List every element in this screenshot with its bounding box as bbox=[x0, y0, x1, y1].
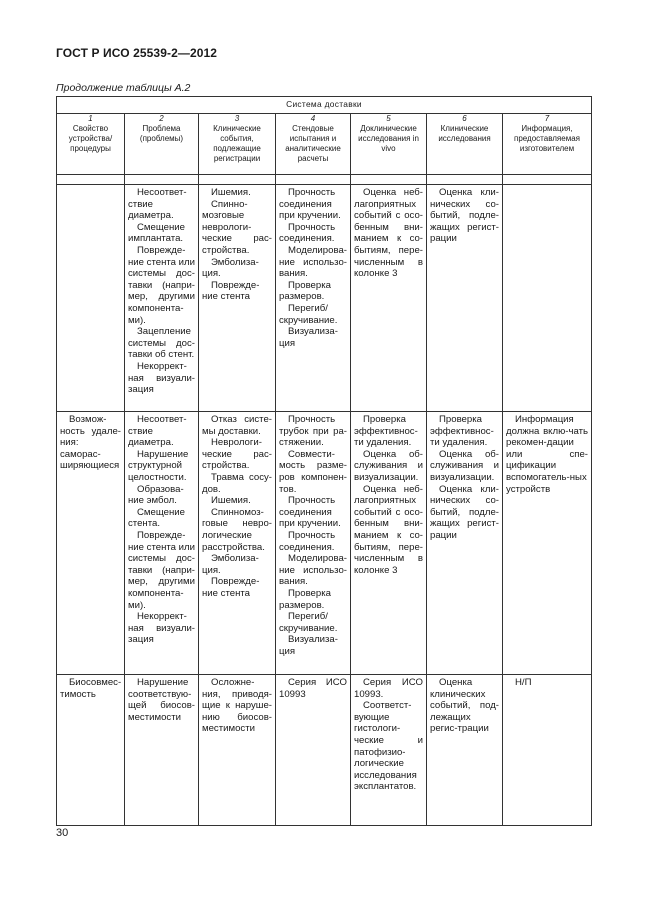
table-row bbox=[57, 675, 592, 826]
cell-paragraph: Совмести-мость разме-ров компонен-тов. bbox=[279, 448, 347, 495]
table-cell bbox=[503, 412, 592, 675]
cell-paragraph: Серия ИСО 10993 bbox=[279, 677, 347, 700]
page-number: 30 bbox=[56, 827, 69, 839]
column-header: 2 Проблема (проблемы) bbox=[125, 114, 199, 175]
cell-paragraph: Визуализа-ция bbox=[279, 634, 338, 657]
cell-paragraph: Ишемия. bbox=[211, 187, 251, 198]
column-header: 7 Информация, предоставляемая изготовителем bbox=[503, 114, 592, 175]
table-cell bbox=[57, 675, 125, 826]
system-title: Система доставки bbox=[57, 97, 592, 114]
cell-paragraph: Моделирова-ние использо-вания. bbox=[279, 553, 347, 588]
cell-paragraph: Н/П bbox=[515, 677, 532, 688]
cell-paragraph: Эмболиза-ция. bbox=[202, 553, 259, 576]
cell-paragraph: Прочность трубок при ра-стяжении. bbox=[279, 414, 347, 449]
table-continuation-caption: Продолжение таблицы А.2 bbox=[56, 82, 191, 94]
cell-paragraph: Спинномоз-говые невро-логические расстройства. bbox=[202, 506, 272, 553]
cell-paragraph: Поврежде-ние стента bbox=[202, 576, 260, 599]
table-cell bbox=[427, 675, 503, 826]
cell-paragraph: Образова-ние эмбол. bbox=[128, 483, 184, 507]
cell-paragraph: Отказ систе-мы доставки. bbox=[202, 414, 272, 437]
cell-paragraph: Оценка неб-лагоприятных событий с осо-бенным вни-манием к со-бытиям, пере-численным в колонке 3 bbox=[354, 483, 423, 576]
cell-paragraph: Прочность соединения. bbox=[279, 221, 336, 245]
cell-paragraph: Оценка об-служивания и визуализации. bbox=[430, 448, 499, 483]
table-cell bbox=[276, 675, 351, 826]
cell-paragraph: Нарушение соответствую-щей биосов-местимости bbox=[128, 677, 195, 723]
column-header: 1 Свойство устройства/ процедуры bbox=[57, 114, 125, 175]
column-header-row bbox=[57, 114, 592, 175]
table-cell bbox=[199, 412, 276, 675]
table-cell bbox=[125, 412, 199, 675]
table-cell bbox=[351, 675, 427, 826]
column-header: 5 Доклинические исследования in vivo bbox=[351, 114, 427, 175]
cell-paragraph: Осложне-ния, приводя-щие к наруше-нию биосов-местимости bbox=[202, 677, 272, 735]
table-cell bbox=[351, 185, 427, 412]
table-cell bbox=[199, 675, 276, 826]
cell-paragraph: Поврежде-ние стента bbox=[202, 279, 260, 303]
table-cell bbox=[199, 185, 276, 412]
column-header: 4 Стендовые испытания и аналитические расчеты bbox=[276, 114, 351, 175]
table-cell bbox=[503, 185, 592, 412]
table-row bbox=[57, 412, 592, 675]
cell-paragraph: Информация должна вклю-чать рекомен-дации или спе-цификации вспомогатель-ных устройств bbox=[506, 414, 588, 495]
cell-paragraph: Соответст-вующие гистологи-ческие и патофизио-логические исследования эксплантатов. bbox=[354, 700, 423, 793]
cell-paragraph: Зацепление системы дос-тавки об стент. bbox=[128, 326, 195, 361]
cell-paragraph: Нарушение структурной целостности. bbox=[128, 448, 189, 483]
document-header: ГОСТ Р ИСО 25539-2—2012 bbox=[56, 46, 218, 60]
cell-paragraph: Эмболиза-ция. bbox=[202, 256, 259, 280]
cell-paragraph: Спинно-мозговые неврологи-ческие рас-стройства. bbox=[202, 198, 272, 256]
requirements-table bbox=[56, 96, 592, 826]
cell-paragraph: Смещение имплантата. bbox=[128, 221, 185, 245]
cell-paragraph: Ишемия. bbox=[211, 495, 251, 507]
cell-paragraph: Поврежде-ние стента или системы дос-тавки (напри-мер, другими компонента-ми). bbox=[128, 529, 195, 611]
cell-paragraph: Биосовмес-тимость bbox=[60, 677, 122, 700]
table-cell bbox=[427, 185, 503, 412]
cell-paragraph: Прочность соединения. bbox=[279, 529, 336, 553]
table-cell bbox=[503, 675, 592, 826]
cell-paragraph: Оценка клинических событий, под-лежащих регис-трации bbox=[430, 677, 499, 735]
cell-paragraph: Перегиб/ скручивание. bbox=[279, 611, 338, 634]
cell-paragraph: Прочность соединения при кручении. bbox=[279, 495, 341, 530]
cell-paragraph: Серия ИСО 10993. bbox=[354, 677, 423, 700]
table-cell bbox=[125, 675, 199, 826]
cell-paragraph: Проверка эффективнос-ти удаления. bbox=[430, 414, 494, 449]
cell-paragraph: Оценка неб-лагоприятных событий с осо-бенным вни-манием к со-бытиям, пере-численным в колонке 3 bbox=[354, 187, 423, 280]
table-cell bbox=[351, 412, 427, 675]
table-cell bbox=[57, 185, 125, 412]
cell-paragraph: Прочность соединения при кручении. bbox=[279, 187, 341, 222]
table-cell bbox=[57, 412, 125, 675]
cell-paragraph: Несоответ-ствие диаметра. bbox=[128, 187, 187, 222]
cell-paragraph: Проверка размеров. bbox=[279, 279, 331, 303]
cell-paragraph: Смещение стента. bbox=[128, 506, 185, 530]
cell-paragraph: Травма сосу-дов. bbox=[202, 471, 272, 495]
cell-paragraph: Поврежде-ние стента или системы дос-тавки (напри-мер, другими компонента-ми). bbox=[128, 244, 195, 326]
cell-paragraph: Визуализа-ция bbox=[279, 326, 338, 349]
column-header: 3 Клинические события, подлежащие регистрации bbox=[199, 114, 276, 175]
table-cell bbox=[276, 412, 351, 675]
column-header: 6 Клинические исследования bbox=[427, 114, 503, 175]
cell-paragraph: Оценка кли-нических со-бытий, подле-жащих регист-рации bbox=[430, 187, 499, 245]
table-cell bbox=[427, 412, 503, 675]
cell-paragraph: Проверка эффективнос-ти удаления. bbox=[354, 414, 418, 449]
cell-paragraph: Возмож-ность удале-ния: саморас-ширяющиеся bbox=[60, 414, 121, 472]
cell-paragraph: Моделирова-ние использо-вания. bbox=[279, 244, 347, 280]
table-row bbox=[57, 185, 592, 412]
cell-paragraph: Неврологи-ческие рас-стройства. bbox=[202, 437, 272, 472]
cell-paragraph: Оценка об-служивания и визуализации. bbox=[354, 448, 423, 483]
cell-paragraph: Перегиб/ скручивание. bbox=[279, 302, 338, 326]
cell-paragraph: Проверка размеров. bbox=[279, 587, 331, 611]
cell-paragraph: Несоответ-ствие диаметра. bbox=[128, 414, 187, 449]
cell-paragraph: Некоррект-ная визуали-зация bbox=[128, 360, 195, 396]
cell-paragraph: Оценка кли-нических со-бытий, подле-жащих регист-рации bbox=[430, 483, 499, 541]
table-cell bbox=[125, 185, 199, 412]
table-cell bbox=[276, 185, 351, 412]
cell-paragraph: Некоррект-ная визуали-зация bbox=[128, 611, 195, 646]
